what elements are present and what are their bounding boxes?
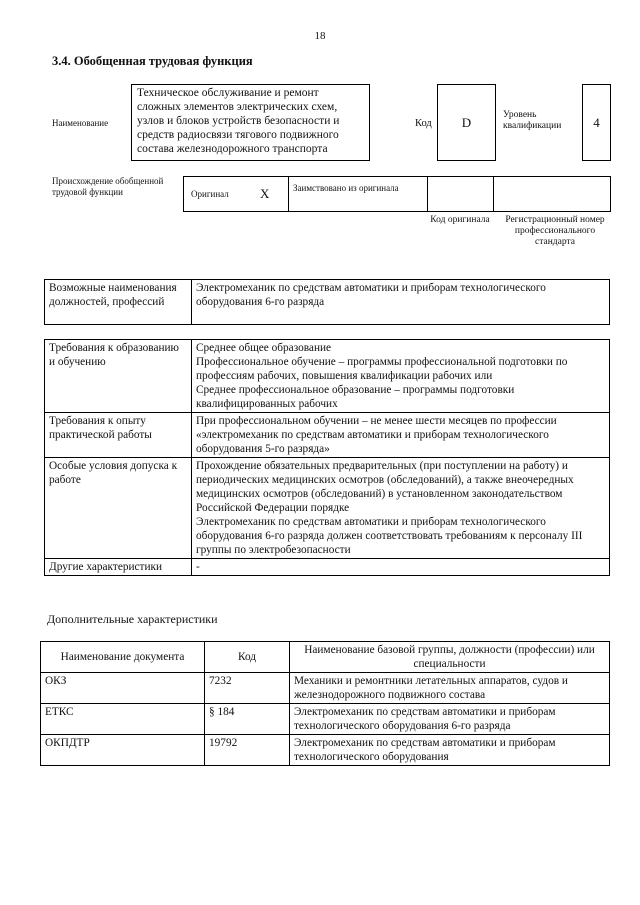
- positions-label: Возможные наименования должностей, профессий: [45, 280, 192, 325]
- name-cell: Электромеханик по средствам автоматики и приборам технологического оборудования 6-го разряда: [290, 704, 610, 735]
- code-cell: § 184: [205, 704, 290, 735]
- name-cell: Электромеханик по средствам автоматики и приборам технологического оборудования: [290, 735, 610, 766]
- code-label: Код: [415, 118, 432, 129]
- function-name-box: [131, 84, 370, 161]
- doc-cell: ЕТКС: [41, 704, 205, 735]
- origin-box: [183, 176, 611, 212]
- header-name: Наименование базовой группы, должности (профессии) или специальности: [290, 642, 610, 673]
- requirements-table: [44, 339, 610, 576]
- table-row: [41, 673, 610, 704]
- page-number: 18: [314, 30, 326, 42]
- name-cell: Механики и ремонтники летательных аппаратов, судов и железнодорожного подвижного состава: [290, 673, 610, 704]
- header-document: Наименование документа: [41, 642, 205, 673]
- education-label: Требования к образованию и обучению: [45, 340, 192, 413]
- positions-table: [44, 279, 610, 325]
- level-label: Уровень квалификации: [503, 110, 562, 131]
- table-row: [45, 559, 610, 576]
- additional-table: [40, 641, 610, 766]
- additional-heading: Дополнительные характеристики: [47, 612, 218, 626]
- table-header-row: [41, 642, 610, 673]
- admission-value: Прохождение обязательных предварительных (при поступлении на работу) и периодических медицинских осмотров (обследований), а также внеочередных медицинских осмотров (обследований) в установленном законодательством Российской Федерации порядке Электромеханик по средствам автоматики и приборам технологического оборудования 6-го разряда должен соответствовать требованиям к персоналу III группы по электробезопасности: [192, 458, 610, 559]
- original-label: Оригинал: [191, 189, 229, 199]
- doc-cell: ОКЗ: [41, 673, 205, 704]
- code-value: D: [461, 115, 472, 130]
- experience-value: При профессиональном обучении – не менее шести месяцев по профессии «электромеханик по средствам автоматики и приборам технологического оборудования 5-го разряда»: [192, 413, 610, 458]
- code-cell: 7232: [205, 673, 290, 704]
- code-box: [437, 84, 496, 161]
- table-row: [45, 413, 610, 458]
- section-title: 3.4. Обобщенная трудовая функция: [52, 54, 253, 68]
- level-value: 4: [593, 115, 600, 130]
- education-value: Среднее общее образование Профессиональное обучение – программы профессиональной подготовки по профессиям рабочих, повышения квалификации рабочих или Среднее профессиональное образование – программы подготовки квалифицированных рабочих: [192, 340, 610, 413]
- positions-value: Электромеханик по средствам автоматики и приборам технологического оборудования 6-го разряда: [192, 280, 610, 325]
- original-mark: X: [260, 186, 270, 201]
- admission-label: Особые условия допуска к работе: [45, 458, 192, 559]
- name-label: Наименование: [52, 118, 109, 128]
- function-name-value: Техническое обслуживание и ремонт сложных элементов электрических схем, узлов и блоков устройств безопасности и средств радиосвязи тягового подвижного состава железнодорожного транспорта: [137, 87, 340, 155]
- level-box: [582, 84, 611, 161]
- origin-label: Происхождение обобщенной трудовой функции: [52, 176, 164, 197]
- table-row: [41, 704, 610, 735]
- code-cell: 19792: [205, 735, 290, 766]
- doc-cell: ОКПДТР: [41, 735, 205, 766]
- original-code-caption: Код оригинала: [430, 215, 490, 225]
- reg-number-caption: Регистрационный номер профессионального стандарта: [505, 215, 605, 247]
- header-code: Код: [205, 642, 290, 673]
- borrowed-label: Заимствовано из оригинала: [293, 183, 399, 193]
- other-value: -: [192, 559, 610, 576]
- other-label: Другие характеристики: [45, 559, 192, 576]
- table-row: [45, 458, 610, 559]
- table-row: [41, 735, 610, 766]
- table-row: [45, 340, 610, 413]
- experience-label: Требования к опыту практической работы: [45, 413, 192, 458]
